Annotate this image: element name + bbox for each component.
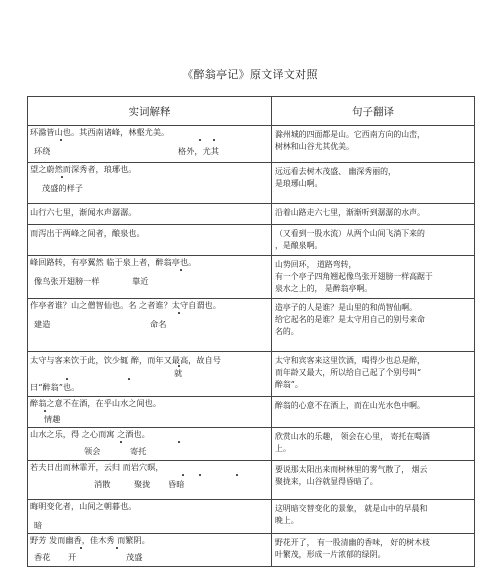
translation-text: 野花开了， 有一股清幽的香味， 好的树木枝 (275, 538, 430, 547)
translation-text: 欣赏山水的乐趣， 领会在心里， 寄托在喝酒 (275, 432, 430, 441)
header-sentence-translation: 句子翻译 (272, 97, 475, 126)
gloss-text: 暗 (34, 520, 43, 530)
translation-cell (272, 534, 475, 567)
gloss-text: 格外，尤其 (178, 146, 219, 156)
gloss-text: 消散 (94, 479, 111, 489)
word-notes-cell (28, 204, 272, 225)
source-text: 作亭者谁？山之僧智仙也。名 之者谁？太守自谓也。 (30, 300, 221, 310)
translation-cell (272, 299, 475, 352)
emphasis-dot (199, 139, 201, 141)
emphasis-dot (199, 474, 201, 476)
source-text: 晦明变化者，山间之朝暮也。 (30, 501, 137, 511)
translation-text: 是琅琊山啊。 (275, 179, 323, 188)
translation-text: （又看到一股水流）从两个山间飞淌下来的 (275, 229, 425, 238)
source-text: 而泻出于两峰之间者，酿泉也。 (30, 228, 145, 238)
page-title: 《醉翁亭记》原文译文对照 (182, 68, 318, 81)
emphasis-dot (180, 269, 182, 271)
gloss-text: 香花 (34, 552, 51, 562)
translation-text: 醉翁的心意不在酒上，而在山光水色中啊。 (275, 401, 425, 410)
translation-text: 太守和宾客来这里饮酒，喝得少也总是醉， (275, 356, 425, 365)
gloss-text: 茂盛的样子 (42, 183, 83, 193)
emphasis-dot (120, 441, 122, 443)
translation-text: 树林和山谷尤其优美。 (275, 142, 354, 151)
emphasis-dot (61, 176, 63, 178)
translation-cell (272, 352, 475, 397)
emphasis-dot (116, 547, 118, 549)
translation-text: 上。 (275, 444, 291, 453)
translation-cell (272, 126, 475, 163)
word-notes-cell (28, 163, 272, 204)
gloss-text: 寄托 (130, 446, 147, 456)
table-row (28, 352, 475, 397)
table-row (28, 299, 475, 352)
gloss-text: 就 (174, 368, 183, 378)
source-text: 峰回路转，有亭翼然 临于泉上者，醉翁亭也。 (30, 257, 197, 267)
emphasis-dot (60, 139, 62, 141)
table-row (28, 500, 475, 534)
emphasis-dot (128, 378, 130, 380)
translation-cell (272, 225, 475, 256)
translation-text: 晚上。 (275, 516, 299, 525)
emphasis-dot (80, 547, 82, 549)
emphasis-dot (178, 312, 180, 314)
translation-text: 名的。 (275, 327, 299, 336)
translation-text: 沿着山路走六七里，渐渐听到潺潺的水声。 (275, 208, 425, 217)
word-notes-cell (28, 461, 272, 500)
translation-text: 远远看去树木茂盛、 幽深秀丽的， (275, 167, 396, 176)
gloss-text: 聚拢 (134, 479, 151, 489)
gloss-text: 靠近 (132, 276, 149, 286)
translation-text: 泉水之上的， 是醉翁亭啊。 (275, 284, 373, 293)
table-row (28, 461, 475, 500)
table-row (28, 256, 475, 299)
translation-text: 有一个亭子四角翘起像鸟张开翅膀一样高踞于 (275, 272, 433, 281)
translation-table (27, 96, 475, 567)
gloss-text: 环绕 (34, 146, 51, 156)
source-text: 望之蔚然而深秀者，琅琊也。 (30, 164, 137, 174)
translation-text: 醉翁”。 (275, 380, 303, 389)
table-row (28, 126, 475, 163)
gloss-text: 情趣 (44, 414, 61, 424)
translation-cell (272, 428, 475, 461)
translation-text: 造亭子的人是谁？是山里的和尚智仙啊。 (275, 303, 418, 312)
source-text: 环滁皆山也。其西南诸峰，林壑尤美。 (30, 127, 170, 137)
source-text: 山行六七里，渐闻水声潺潺。 (30, 207, 137, 217)
gloss-text: 茂盛 (126, 552, 143, 562)
source-text: 若夫日出而林霏开，云归 而岩穴暝， (30, 462, 164, 472)
translation-cell (272, 397, 475, 428)
translation-cell (272, 500, 475, 534)
translation-cell (272, 163, 475, 204)
translation-text: 给它起名的是谁？是太守用自己的别号来命 (275, 315, 425, 324)
source-text: 曰“醉翁”也。 (30, 382, 80, 392)
source-text: 野芳 发而幽香，佳木秀 而繁阴。 (30, 535, 150, 545)
gloss-text: 昏暗 (168, 479, 185, 489)
translation-cell (272, 204, 475, 225)
emphasis-dot (236, 474, 238, 476)
translation-cell (272, 256, 475, 299)
translation-text: 山势回环， 道路弯转， (275, 260, 357, 269)
table-header-row (28, 97, 475, 126)
emphasis-dot (66, 378, 68, 380)
translation-text: 要说那太阳出来而树林里的雾气散了， 烟云 (275, 465, 428, 474)
word-notes-cell (28, 352, 272, 397)
table-row (28, 397, 475, 428)
word-notes-cell (28, 126, 272, 163)
emphasis-dot (44, 410, 46, 412)
translation-text: 叶繁茂，形成一片浓郁的绿阴。 (275, 550, 386, 559)
word-notes-cell (28, 500, 272, 534)
emphasis-dot (213, 139, 215, 141)
table-row (28, 204, 475, 225)
table-row (28, 225, 475, 256)
word-notes-cell (28, 256, 272, 299)
emphasis-dot (178, 365, 180, 367)
word-notes-cell (28, 534, 272, 567)
word-notes-cell (28, 397, 272, 428)
translation-text: 而年龄又最大，所以给自己起了个别号叫“ (275, 368, 422, 377)
translation-text: 滁州城的四面都是山。它西南方向的山峦， (275, 130, 425, 139)
gloss-text: 领会 (84, 446, 101, 456)
gloss-text: 开 (68, 552, 77, 562)
gloss-text: 建造 (34, 319, 51, 329)
table-row (28, 428, 475, 461)
translation-text: 这明暗交替变化的景象， 就是山中的早晨和 (275, 504, 428, 513)
word-notes-cell (28, 299, 272, 352)
table-row (28, 163, 475, 204)
header-word-notes: 实词解释 (28, 97, 272, 126)
source-text: 醉翁之意不在酒，在乎山水之间也。 (30, 398, 162, 408)
word-notes-cell (28, 428, 272, 461)
emphasis-dot (182, 474, 184, 476)
translation-text: 聚拢来，山谷就显得昏暗了。 (275, 477, 378, 486)
word-notes-cell (28, 225, 272, 256)
emphasis-dot (178, 441, 180, 443)
translation-text: ，是酿泉啊。 (275, 241, 323, 250)
translation-cell (272, 461, 475, 500)
source-text: 山水之乐，得 之心而寓 之酒也。 (30, 429, 150, 439)
table-row (28, 534, 475, 567)
gloss-text: 像鸟张开翅膀一样 (34, 276, 100, 286)
source-text: 太守与客来饮于此，饮少辄 醉，而年又最高，故自号 (30, 355, 221, 365)
gloss-text: 命名 (150, 319, 167, 329)
